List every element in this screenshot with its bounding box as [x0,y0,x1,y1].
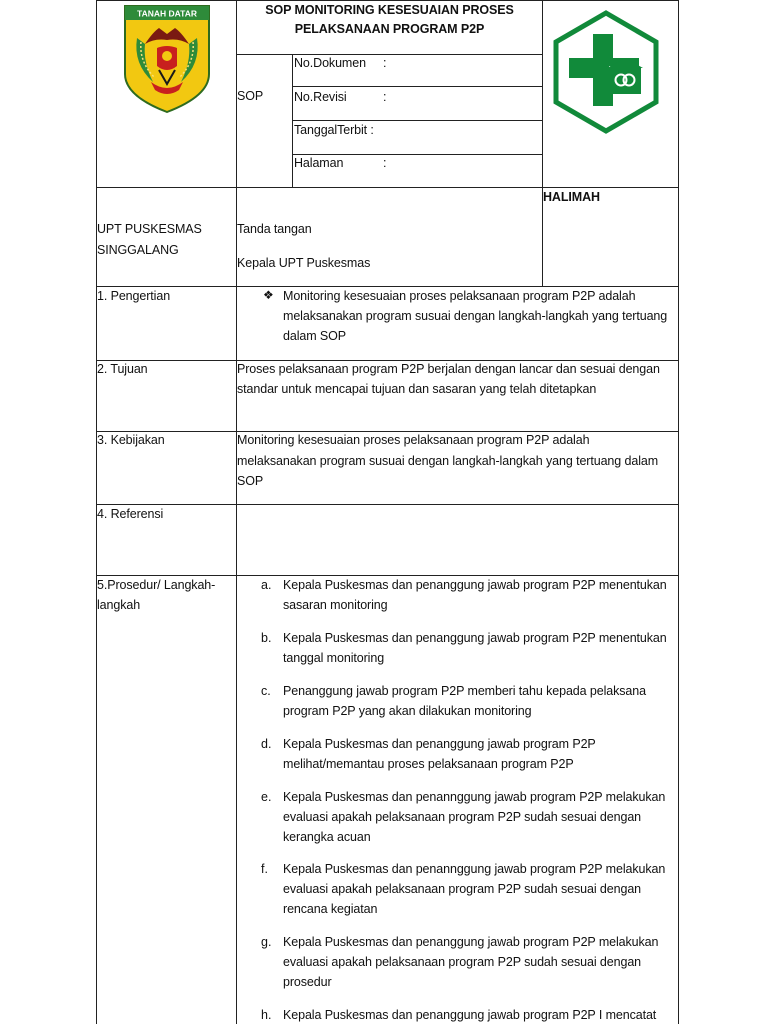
field-no-revisi-label: No.Revisi [294,90,347,104]
prosedur-step-line: tanggal monitoring [283,651,385,665]
field-no-dokumen-value: : [383,56,387,70]
prosedur-step-line: evaluasi apakah pelaksanaan program P2P sudah sesuai dengan [283,955,642,969]
prosedur-step-line: prosedur [283,975,332,989]
section-pengertian-label: 1. Pengertian [97,289,171,303]
prosedur-step-line: program P2P yang akan dilakukan monitoring [283,704,532,718]
prosedur-step-letter: d. [261,737,272,751]
field-no-dokumen-label: No.Dokumen [294,56,366,70]
prosedur-step-letter: b. [261,631,272,645]
section-referensi-label: 4. Referensi [97,507,164,521]
prosedur-step-line: melihat/memantau proses pelaksanaan program P2P [283,757,574,771]
kebijakan-line: Monitoring kesesuaian proses pelaksanaan program P2P adalah [237,433,590,447]
prosedur-step-line: kerangka acuan [283,830,371,844]
prosedur-step-line: Kepala Puskesmas dan penanggung jawab program P2P [283,737,596,751]
signatory-name: HALIMAH [543,190,600,204]
field-halaman-value: : [383,156,387,170]
prosedur-step-letter: c. [261,684,271,698]
field-no-revisi-value: : [383,90,387,104]
kebijakan-line: melaksanakan program susuai dengan langkah-langkah yang tertuang dalam [237,454,659,468]
field-tanggal-terbit-label: TanggalTerbit : [294,123,374,137]
prosedur-step-line: Penanggung jawab program P2P memberi tahu kepada pelaksana [283,684,646,698]
table-title-bottom [236,54,543,55]
field-halaman-label: Halaman [294,156,344,170]
pengertian-line: dalam SOP [283,329,347,343]
prosedur-step-line: Kepala Puskesmas dan penanggung jawab program P2P menentukan [283,631,667,645]
prosedur-step-letter: f. [261,862,268,876]
section-prosedur-label-line-2: langkah [97,598,141,612]
section-kebijakan-label: 3. Kebijakan [97,433,165,447]
prosedur-step-line: Kepala Puskesmas dan penanggung jawab program P2P melakukan [283,935,659,949]
diamond-bullet-icon: ❖ [263,288,274,302]
signature-label: Tanda tangan [237,222,312,236]
unit-name-line-1: UPT PUSKESMAS [97,222,202,236]
table-row-divider [96,504,679,505]
prosedur-step-line: evaluasi apakah pelaksanaan program P2P sudah sesuai dengan [283,810,642,824]
kebijakan-line: SOP [237,474,264,488]
table-header-right-divider [542,0,543,286]
prosedur-step-line: Kepala Puskesmas dan penannggung jawab program P2P melakukan [283,790,666,804]
prosedur-step-line: Kepala Puskesmas dan penanggung jawab program P2P I mencatat [283,1008,657,1022]
pengertian-line: melaksanakan program susuai dengan langkah-langkah yang tertuang [283,309,668,323]
prosedur-step-letter: g. [261,935,272,949]
table-border-right [678,0,679,1024]
sop-label: SOP [237,89,264,103]
prosedur-step-letter: e. [261,790,272,804]
section-prosedur-label-line-1: 5.Prosedur/ Langkah- [97,578,216,592]
table-column-divider [236,0,237,1024]
tanah-datar-crest-logo [123,4,211,114]
prosedur-step-line: Kepala Puskesmas dan penanggung jawab program P2P menentukan [283,578,667,592]
document-title-line-1: SOP MONITORING KESESUAIAN PROSES [265,3,514,17]
prosedur-step-line: sasaran monitoring [283,598,388,612]
pengertian-line: Monitoring kesesuaian proses pelaksanaan program P2P adalah [283,289,636,303]
crest-banner-text: TANAH DATAR [137,8,197,19]
section-tujuan-label: 2. Tujuan [97,362,148,376]
prosedur-step-line: evaluasi apakah pelaksanaan program P2P sudah sesuai dengan [283,882,642,896]
tujuan-line: standar untuk mencapai tujuan dan sasaran yang telah ditetapkan [237,382,597,396]
puskesmas-logo [553,10,659,134]
prosedur-step-line: Kepala Puskesmas dan penannggung jawab program P2P melakukan [283,862,666,876]
tujuan-line: Proses pelaksanaan program P2P berjalan dengan lancar dan sesuai dengan [237,362,660,376]
prosedur-step-letter: a. [261,578,272,592]
prosedur-step-line: rencana kegiatan [283,902,378,916]
signatory-position: Kepala UPT Puskesmas [237,256,371,270]
prosedur-step-letter: h. [261,1008,272,1022]
document-title-line-2: PELAKSANAAN PROGRAM P2P [294,22,485,36]
unit-name-line-2: SINGGALANG [97,243,179,257]
